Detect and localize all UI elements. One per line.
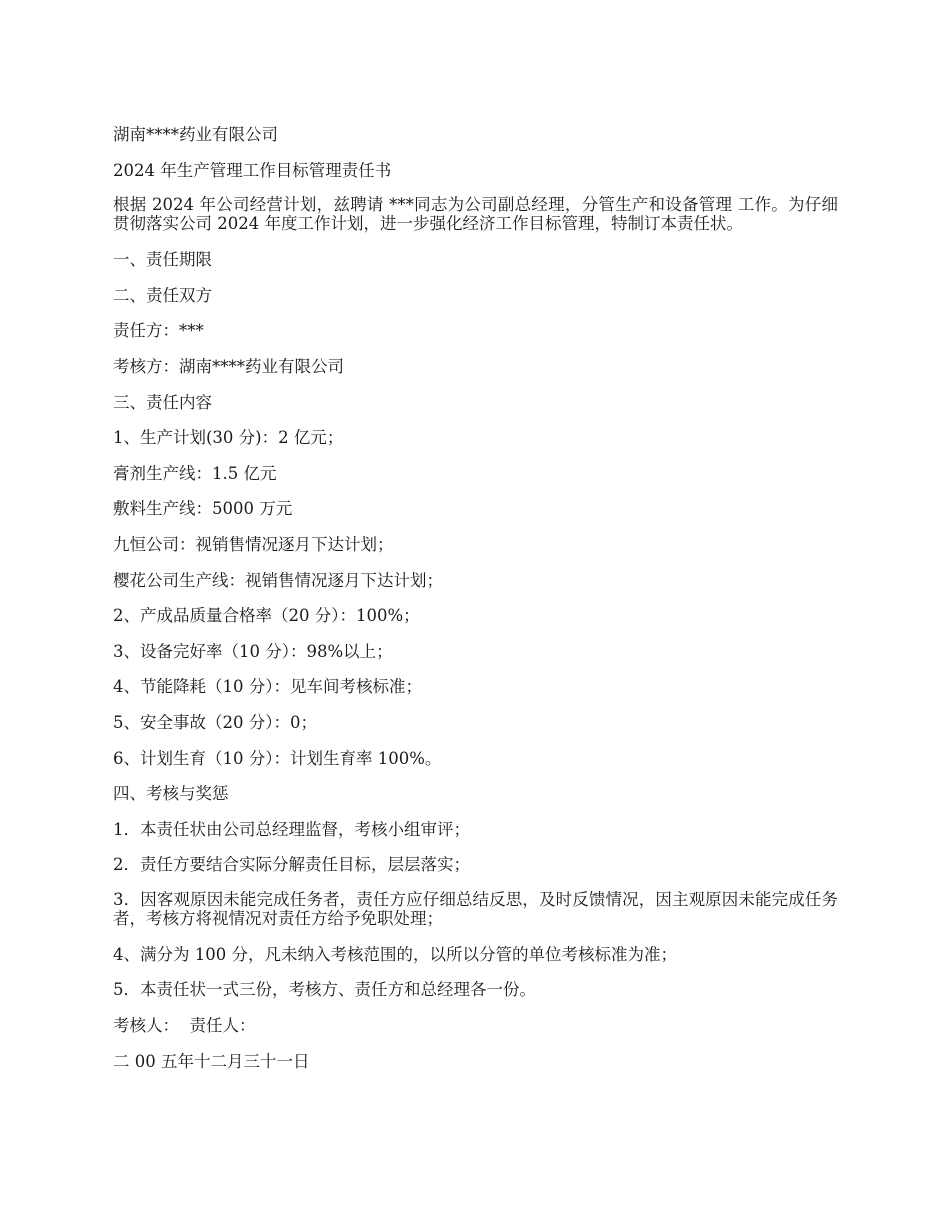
rule-item: 4、满分为 100 分，凡未纳入考核范围的，以所以分管的单位考核标准为准； <box>113 944 677 964</box>
list-item: 2、产成品质量合格率（20 分）：100%； <box>113 606 420 626</box>
company-name: 湖南****药业有限公司 <box>113 125 278 144</box>
assessor-party: 考核方：湖南****药业有限公司 <box>113 356 344 376</box>
responsible-party: 责任方：*** <box>113 321 204 341</box>
section-heading-parties: 二、责任双方 <box>113 285 212 305</box>
section-heading-assessment: 四、考核与奖惩 <box>113 784 229 804</box>
section-heading-content: 三、责任内容 <box>113 392 212 412</box>
list-item: 3、设备完好率（10 分）：98%以上； <box>113 641 393 661</box>
rule-item: 5．本责任状一式三份，考核方、责任方和总经理各一份。 <box>113 980 536 1000</box>
signature-line: 考核人： 责任人： <box>113 1016 256 1036</box>
section-heading-term: 一、责任期限 <box>113 250 212 270</box>
list-item: 1、生产计划(30 分)：2 亿元； <box>113 428 344 448</box>
rule-item: 3．因客观原因未能完成任务者，责任方应仔细总结反思，及时反馈情况，因主观原因未能完成任务者，考核方将视情况对责任方给予免职处理； <box>113 889 838 928</box>
document-date: 二 00 五年十二月三十一日 <box>113 1051 310 1071</box>
document-body <box>113 124 838 1086</box>
rule-item: 2．责任方要结合实际分解责任目标，层层落实； <box>113 855 470 875</box>
list-item: 膏剂生产线：1.5 亿元 <box>113 463 277 483</box>
rule-item: 1．本责任状由公司总经理监督，考核小组审评； <box>113 819 470 839</box>
list-item: 敷料生产线：5000 万元 <box>113 499 293 519</box>
document-title: 2024 年生产管理工作目标管理责任书 <box>113 160 392 180</box>
list-item: 5、安全事故（20 分）：0； <box>113 712 317 732</box>
list-item: 樱花公司生产线：视销售情况逐月下达计划； <box>113 570 443 590</box>
list-item: 九恒公司：视销售情况逐月下达计划； <box>113 534 394 554</box>
list-item: 4、节能降耗（10 分）：见车间考核标准； <box>113 677 422 697</box>
list-item: 6、计划生育（10 分）：计划生育率 100%。 <box>113 748 442 768</box>
intro-paragraph: 根据 2024 年公司经营计划，兹聘请 ***同志为公司副总经理，分管生产和设备管理 工作。为仔细贯彻落实公司 2024 年度工作计划，进一步强化经济工作目标管理，特制订本责任状。 <box>113 195 838 234</box>
